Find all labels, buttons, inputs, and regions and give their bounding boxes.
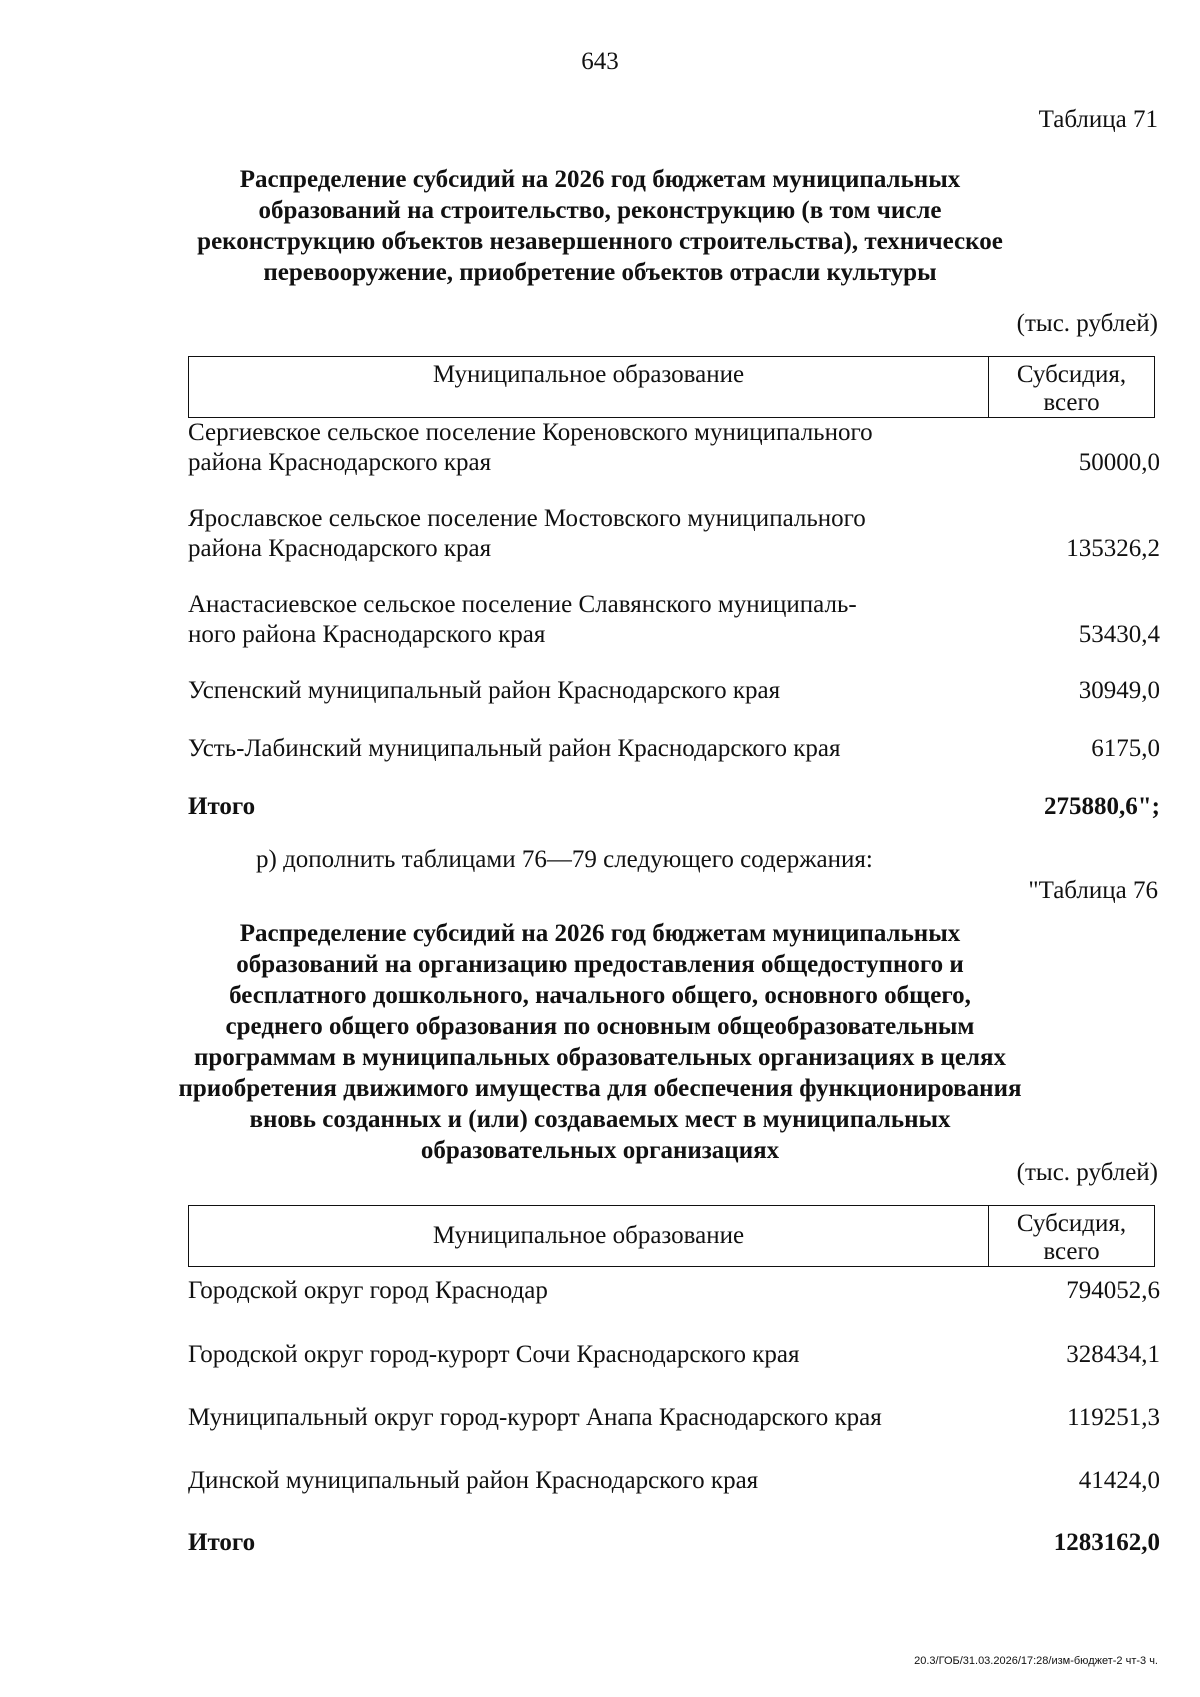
- title-line: образований на организацию предоставления общедоступного и: [236, 951, 964, 978]
- title-line: реконструкцию объектов незавершенного строительства), техническое: [197, 228, 1003, 255]
- row-name-line1: Городской округ город Краснодар: [188, 1277, 548, 1304]
- row-name-line1: Ярославское сельское поселение Мостовского муниципального: [188, 505, 866, 532]
- total-label: Итого: [188, 793, 256, 820]
- row-name-line2: района Краснодарского края: [188, 449, 492, 476]
- row-name-line2: района Краснодарского края: [188, 535, 492, 562]
- total-row: [188, 792, 1160, 822]
- header-municipality: Муниципальное образование: [189, 1206, 989, 1266]
- row-value: 30949,0: [1078, 677, 1160, 704]
- row-value: 6175,0: [1091, 735, 1160, 762]
- footer-code: 20.3/ГОБ/31.03.2026/17:28/изм-бюджет-2 чт-3 ч.: [914, 1655, 1158, 1667]
- total-row: [188, 1528, 1160, 1558]
- row-name-line1: Успенский муниципальный район Краснодарского края: [188, 677, 781, 704]
- page-number: 643: [581, 48, 619, 75]
- header-municipality: Муниципальное образование: [189, 357, 989, 417]
- table-row: [188, 1340, 1160, 1370]
- header-subsidy: [989, 357, 1154, 417]
- header-subsidy-line1: Субсидия,: [1016, 361, 1127, 388]
- row-name-line1: Городской округ город-курорт Сочи Краснодарского края: [188, 1341, 800, 1368]
- table-71-label: Таблица 71: [1038, 106, 1158, 133]
- table-76-label: "Таблица 76: [1028, 877, 1158, 904]
- row-name-line2: ного района Краснодарского края: [188, 621, 546, 648]
- table-row: [188, 418, 1160, 478]
- table-row: [188, 1466, 1160, 1496]
- title-line: Распределение субсидий на 2026 год бюджетам муниципальных: [239, 166, 961, 193]
- row-name-line1: Динской муниципальный район Краснодарского края: [188, 1467, 759, 1494]
- title-line: образований на строительство, реконструкцию (в том числе: [258, 197, 942, 224]
- table-71-header: [188, 356, 1155, 418]
- header-subsidy-line2: всего: [1043, 1238, 1100, 1265]
- table-row: [188, 1276, 1160, 1306]
- row-name-line1: Анастасиевское сельское поселение Славянского муниципаль-: [188, 591, 857, 618]
- table-71-units: (тыс. рублей): [1016, 310, 1158, 337]
- title-line: бесплатного дошкольного, начального общего, основного общего,: [229, 982, 971, 1009]
- table-row: [188, 590, 1160, 650]
- header-subsidy: [989, 1206, 1154, 1266]
- title-line: среднего общего образования по основным общеобразовательным: [225, 1013, 975, 1040]
- header-subsidy-line2: всего: [1043, 389, 1100, 416]
- title-line: программам в муниципальных образовательных организациях в целях: [194, 1044, 1006, 1071]
- table-76-units: (тыс. рублей): [1016, 1159, 1158, 1186]
- table-row: [188, 1403, 1160, 1433]
- total-label: Итого: [188, 1529, 256, 1556]
- row-name-line1: Усть-Лабинский муниципальный район Краснодарского края: [188, 735, 841, 762]
- intro-text: р) дополнить таблицами 76—79 следующего содержания:: [256, 846, 873, 873]
- row-name-line1: Сергиевское сельское поселение Кореновского муниципального: [188, 419, 873, 446]
- title-line: вновь созданных и (или) создаваемых мест в муниципальных: [249, 1106, 951, 1133]
- table-row: [188, 504, 1160, 564]
- row-value: 119251,3: [1067, 1404, 1160, 1431]
- row-value: 53430,4: [1078, 621, 1160, 648]
- row-value: 135326,2: [1066, 535, 1160, 562]
- total-value: 1283162,0: [1053, 1529, 1160, 1556]
- title-line: образовательных организациях: [420, 1137, 780, 1164]
- row-value: 41424,0: [1078, 1467, 1160, 1494]
- header-subsidy-line1: Субсидия,: [1016, 1210, 1127, 1237]
- total-value: 275880,6";: [1044, 793, 1160, 820]
- title-line: Распределение субсидий на 2026 год бюджетам муниципальных: [239, 920, 961, 947]
- title-line: приобретения движимого имущества для обеспечения функционирования: [178, 1075, 1022, 1102]
- row-value: 50000,0: [1078, 449, 1160, 476]
- table-71-title: [150, 164, 1050, 288]
- row-value: 328434,1: [1066, 1341, 1160, 1368]
- table-row: [188, 676, 1160, 706]
- row-value: 794052,6: [1066, 1277, 1160, 1304]
- table-row: [188, 734, 1160, 764]
- title-line: перевооружение, приобретение объектов отрасли культуры: [263, 259, 937, 286]
- table-76-header: [188, 1205, 1155, 1267]
- table-76-title: [150, 918, 1050, 1166]
- row-name-line1: Муниципальный округ город-курорт Анапа Краснодарского края: [188, 1404, 882, 1431]
